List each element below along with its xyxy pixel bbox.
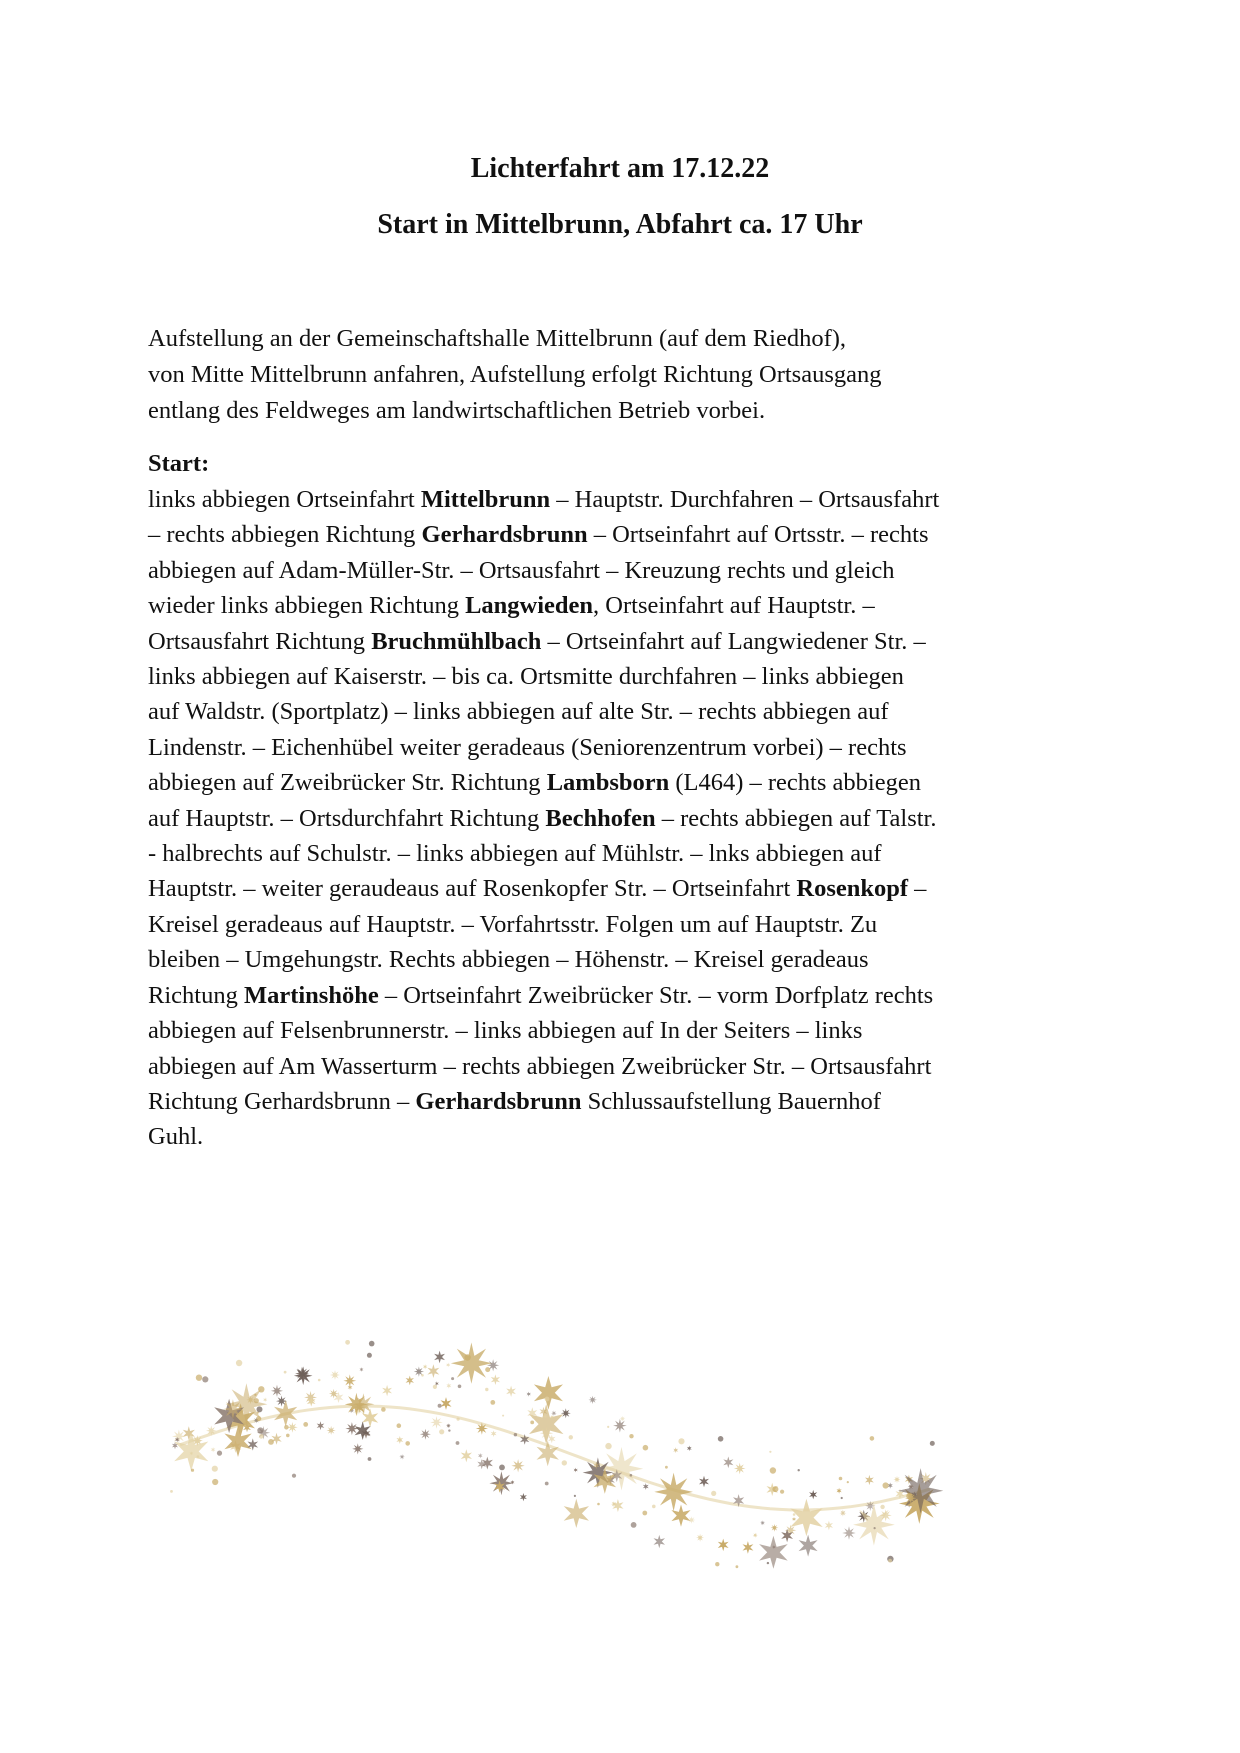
sparkle-dot [839, 1477, 843, 1481]
intro-line: Aufstellung an der Gemeinschaftshalle Mittelbrunn (auf dem Riedhof), [148, 325, 847, 352]
sparkle-dot [514, 1433, 517, 1436]
sparkle-dot [292, 1474, 296, 1478]
route-description [148, 482, 1108, 1155]
sparkle-dot [930, 1441, 935, 1446]
document-subtitle: Start in Mittelbrunn, Abfahrt ca. 17 Uhr [377, 209, 863, 240]
star-icon [211, 1447, 216, 1452]
star-icon [840, 1510, 847, 1517]
star-icon [329, 1389, 339, 1399]
star-icon [343, 1374, 356, 1387]
place-name: Langwieden [465, 592, 594, 620]
sparkle-dot [642, 1511, 647, 1516]
route-text: – Ortseinfahrt auf Ortsstr. – rechts [587, 521, 929, 549]
route-line [148, 801, 1108, 836]
route-line [148, 624, 1108, 659]
sparkle-dot [793, 1513, 796, 1516]
route-line [148, 1049, 1108, 1084]
route-line [148, 1084, 1108, 1119]
sparkle-dot [718, 1436, 724, 1442]
star-icon [317, 1421, 325, 1430]
route-line [148, 517, 1108, 552]
sparkle-dot [870, 1436, 875, 1441]
star-icon [699, 1476, 709, 1488]
star-icon [837, 1488, 842, 1494]
star-icon [352, 1443, 363, 1454]
sparkle-dot [770, 1467, 776, 1473]
sparkle-dot [530, 1421, 534, 1425]
star-icon [441, 1397, 452, 1410]
intro-line: von Mitte Mittelbrunn anfahren, Aufstellung erfolgt Richtung Ortsausgang [148, 361, 882, 388]
sparkle-dot [170, 1490, 173, 1493]
sparkle-dot [545, 1482, 549, 1486]
sparkle-dot [499, 1465, 505, 1471]
star-icon [430, 1416, 443, 1429]
sparkle-dot [736, 1565, 739, 1568]
place-name: Gerhardsbrunn [415, 1087, 582, 1115]
route-text: Hauptstr. – weiter geraudeaus auf Rosenkopfer Str. – Ortseinfahrt [148, 875, 797, 903]
sparkle-dot [457, 1418, 460, 1421]
start-label: Start: [148, 450, 210, 477]
star-icon [673, 1447, 678, 1453]
sparkle-dot [630, 1474, 633, 1477]
sparkle-dot [569, 1435, 573, 1439]
star-icon [654, 1535, 666, 1548]
sparkle-dot [456, 1441, 460, 1445]
star-icon [853, 1504, 895, 1546]
sparkle-dot [643, 1445, 649, 1451]
star-icon [564, 1499, 589, 1528]
sparkle-dot [544, 1415, 547, 1418]
star-icon [476, 1422, 488, 1434]
star-icon [382, 1385, 392, 1396]
star-icon [271, 1385, 283, 1397]
sparkle-dot [880, 1505, 884, 1509]
star-icon [574, 1468, 578, 1473]
route-line [148, 978, 1108, 1013]
star-icon [718, 1539, 729, 1552]
star-icon [520, 1493, 527, 1501]
sparkle-dot [551, 1416, 554, 1419]
sparkle-dot [367, 1353, 372, 1358]
star-icon [759, 1536, 788, 1569]
star-icon [551, 1410, 557, 1416]
sparkle-dot [397, 1423, 402, 1428]
star-swirl-icon [160, 1340, 950, 1570]
sparkle-dot [256, 1416, 261, 1421]
sparkle-dot [196, 1375, 202, 1381]
star-icon [406, 1376, 414, 1386]
sparkle-dot [257, 1427, 263, 1433]
star-icon [355, 1421, 371, 1440]
intro-line: entlang des Feldweges am landwirtschaftlichen Betrieb vorbei. [148, 397, 766, 424]
star-icon [451, 1343, 492, 1384]
document-title: Lichterfahrt am 17.12.22 [470, 153, 770, 184]
sparkle-dot [464, 1354, 470, 1360]
star-icon [723, 1457, 733, 1469]
sparkle-dot [652, 1505, 656, 1509]
sparkle-dot [268, 1439, 274, 1445]
route-line [148, 659, 1108, 694]
star-icon [420, 1429, 431, 1440]
star-icon [511, 1480, 515, 1485]
star-icon [792, 1517, 796, 1522]
star-icon [295, 1367, 309, 1381]
star-icon [423, 1364, 427, 1369]
star-icon [908, 1484, 914, 1490]
sparkle-dot [212, 1466, 218, 1472]
route-line [148, 482, 1108, 517]
star-icon [434, 1351, 445, 1364]
route-text: – Hauptstr. Durchfahren – Ortsausfahrt [550, 486, 940, 513]
sparkle-dot [711, 1491, 716, 1496]
sparkle-dot [847, 1481, 849, 1483]
star-icon [734, 1463, 746, 1475]
star-icon [753, 1533, 758, 1538]
sparkle-dot [438, 1404, 442, 1408]
sparkle-dot [502, 1415, 504, 1417]
route-text: Lindenstr. – Eichenhübel weiter geradeaus (Seniorenzentrum vorbei) – rechts [148, 733, 907, 761]
route-line [148, 836, 1108, 871]
sparkle-dot [597, 1503, 600, 1506]
sparkle-dot [678, 1438, 684, 1444]
route-text: Ortsausfahrt Richtung [148, 627, 372, 655]
place-name: Gerhardsbrunn [421, 521, 588, 549]
star-icon [491, 1374, 500, 1385]
star-icon [172, 1430, 186, 1444]
star-icon [842, 1526, 855, 1539]
sparkle-dot [906, 1493, 912, 1499]
route-text: bleiben – Umgehungstr. Rechts abbiegen – Höhenstr. – Kreisel geradeaus [148, 946, 869, 974]
sparkle-dot [405, 1441, 410, 1446]
sparkle-dot [368, 1457, 372, 1461]
route-line [148, 694, 1108, 729]
route-text: abbiegen auf Am Wasserturm – rechts abbiegen Zweibrücker Str. – Ortsausfahrt [148, 1052, 932, 1080]
route-text: (L464) – rechts abbiegen [669, 769, 921, 797]
sparkle-dot [780, 1490, 784, 1494]
route-line [148, 588, 1108, 623]
sparkle-dot [284, 1371, 287, 1374]
star-icon [771, 1524, 779, 1532]
route-line [148, 765, 1108, 800]
route-text: Guhl. [148, 1123, 204, 1151]
star-icon [446, 1423, 451, 1428]
star-icon [506, 1386, 516, 1397]
sparkle-dot [562, 1460, 567, 1465]
star-icon [491, 1430, 497, 1437]
intro-paragraph [148, 321, 1108, 429]
sparkle-dot [286, 1434, 290, 1438]
sparkle-dot [798, 1469, 800, 1471]
sparkle-dot [448, 1429, 450, 1431]
route-text: abbiegen auf Felsenbrunnerstr. – links abbiegen auf In der Seiters – links [148, 1017, 863, 1045]
sparkle-dot [258, 1386, 264, 1392]
sparkle-dot [381, 1407, 386, 1412]
route-text: – [908, 875, 927, 903]
sparkle-dot [767, 1562, 769, 1564]
route-text: - halbrechts auf Schulstr. – links abbiegen auf Mühlstr. – lnks abbiegen auf [148, 840, 882, 868]
sparkle-dot [421, 1374, 424, 1377]
sparkle-dot [485, 1388, 488, 1391]
star-icon [362, 1409, 378, 1428]
place-name: Bechhofen [545, 804, 656, 832]
sparkle-dot [874, 1527, 876, 1529]
star-icon [511, 1459, 524, 1472]
sparkle-dot [259, 1434, 264, 1439]
sparkle-dot [490, 1400, 495, 1405]
star-icon [613, 1419, 627, 1433]
route-line [148, 942, 1108, 977]
star-icon [360, 1367, 364, 1372]
route-text: , Ortseinfahrt auf Hauptstr. – [593, 592, 875, 620]
star-icon [687, 1446, 692, 1452]
star-icon [396, 1436, 403, 1444]
route-text: Richtung Gerhardsbrunn – [148, 1087, 416, 1115]
star-icon [790, 1499, 823, 1537]
star-icon [534, 1376, 563, 1410]
sparkle-dot [439, 1429, 444, 1434]
sparkle-dot [485, 1367, 490, 1372]
star-icon [893, 1476, 900, 1483]
star-icon [461, 1449, 472, 1462]
route-text: Richtung [148, 981, 244, 1009]
sparkle-dot [607, 1426, 609, 1428]
star-icon [446, 1363, 450, 1368]
sparkle-dot [318, 1379, 321, 1382]
place-name: Rosenkopf [796, 875, 909, 903]
star-icon [276, 1396, 287, 1407]
route-text: abbiegen auf Adam-Müller-Str. – Ortsausfahrt – Kreuzung rechts und gleich [148, 556, 895, 584]
sparkle-dot [772, 1486, 778, 1492]
sparkle-dot [369, 1341, 375, 1347]
place-name: Lambsborn [546, 769, 670, 797]
sparkle-dot [433, 1385, 437, 1389]
route-text: – rechts abbiegen auf Talstr. [655, 804, 937, 832]
star-icon [527, 1392, 531, 1397]
star-icon [898, 1468, 943, 1513]
sparkle-dot [883, 1482, 889, 1488]
route-text: Kreisel geradeaus auf Hauptstr. – Vorfahrtsstr. Folgen um auf Hauptstr. Zu [148, 910, 878, 938]
sparkle-dot [212, 1479, 218, 1485]
star-icon [643, 1483, 649, 1490]
sparkle-dot [257, 1406, 263, 1412]
star-icon [248, 1438, 259, 1450]
route-text: abbiegen auf Zweibrücker Str. Richtung [148, 769, 547, 797]
star-icon [696, 1534, 704, 1542]
star-icon [330, 1370, 340, 1380]
star-icon [799, 1535, 818, 1557]
star-icon [743, 1541, 754, 1554]
sparkle-dot [888, 1559, 892, 1563]
route-text: – Ortseinfahrt Zweibrücker Str. – vorm Dorfplatz rechts [378, 981, 934, 1009]
sparkle-dot [451, 1377, 454, 1380]
sparkle-dot [197, 1455, 200, 1458]
star-icon [620, 1416, 626, 1422]
sparkle-dot [458, 1385, 462, 1389]
route-text: links abbiegen auf Kaiserstr. – bis ca. Ortsmitte durchfahren – links abbiegen [148, 663, 904, 691]
route-line [148, 553, 1108, 588]
sparkle-dot [769, 1451, 771, 1453]
route-line [148, 1119, 1108, 1154]
sparkle-dot [665, 1466, 668, 1469]
sparkle-dot [284, 1425, 289, 1430]
star-icon [183, 1426, 195, 1440]
sparkle-dot [631, 1522, 637, 1528]
star-icon [537, 1440, 559, 1466]
route-line [148, 907, 1108, 942]
sparkle-dot [254, 1394, 256, 1396]
star-icon [865, 1475, 874, 1485]
star-icon [399, 1454, 405, 1460]
star-icon [809, 1490, 817, 1499]
route-text: auf Waldstr. (Sportplatz) – links abbiegen auf alte Str. – rechts abbiegen auf [148, 698, 889, 726]
star-icon [206, 1426, 216, 1437]
star-icon [446, 1383, 451, 1389]
sparkle-dot [574, 1495, 576, 1497]
sparkle-dot [605, 1443, 611, 1449]
star-icon [489, 1471, 513, 1495]
star-icon [263, 1397, 267, 1402]
route-line [148, 1013, 1108, 1048]
star-icon [478, 1453, 483, 1458]
sparkle-dot [303, 1422, 308, 1427]
sparkle-dot [254, 1398, 259, 1403]
route-line [148, 871, 1108, 906]
sparkle-dot [545, 1397, 550, 1402]
sparkle-dot [629, 1434, 633, 1438]
star-icon [345, 1393, 368, 1416]
star-icon [589, 1396, 597, 1404]
sparkle-dot [191, 1469, 194, 1472]
star-icon [561, 1408, 571, 1418]
sparkle-dot [217, 1451, 222, 1456]
route-text: wieder links abbiegen Richtung [148, 592, 466, 620]
route-text: Schlussaufstellung Bauernhof [581, 1087, 881, 1115]
place-name: Mittelbrunn [420, 486, 551, 513]
star-icon [654, 1473, 693, 1512]
sparkle-dot [715, 1562, 719, 1566]
route-text: links abbiegen Ortseinfahrt [148, 486, 421, 513]
star-icon [427, 1364, 439, 1378]
route-text: – rechts abbiegen Richtung [148, 521, 422, 549]
star-icon [688, 1516, 696, 1524]
place-name: Martinshöhe [243, 981, 379, 1009]
sparkle-dot [345, 1340, 350, 1345]
route-line [148, 730, 1108, 765]
sparkle-dot [841, 1497, 843, 1499]
star-icon [327, 1426, 336, 1435]
star-icon [825, 1521, 833, 1531]
sparkle-dot [202, 1376, 208, 1382]
star-icon [760, 1520, 765, 1525]
route-text: auf Hauptstr. – Ortsdurchfahrt Richtung [148, 804, 546, 832]
star-icon [345, 1422, 358, 1435]
sparkle-dot [236, 1360, 242, 1366]
route-text: – Ortseinfahrt auf Langwiedener Str. – [541, 627, 926, 655]
sparkle-dot [368, 1414, 371, 1417]
place-name: Bruchmühlbach [371, 627, 542, 655]
